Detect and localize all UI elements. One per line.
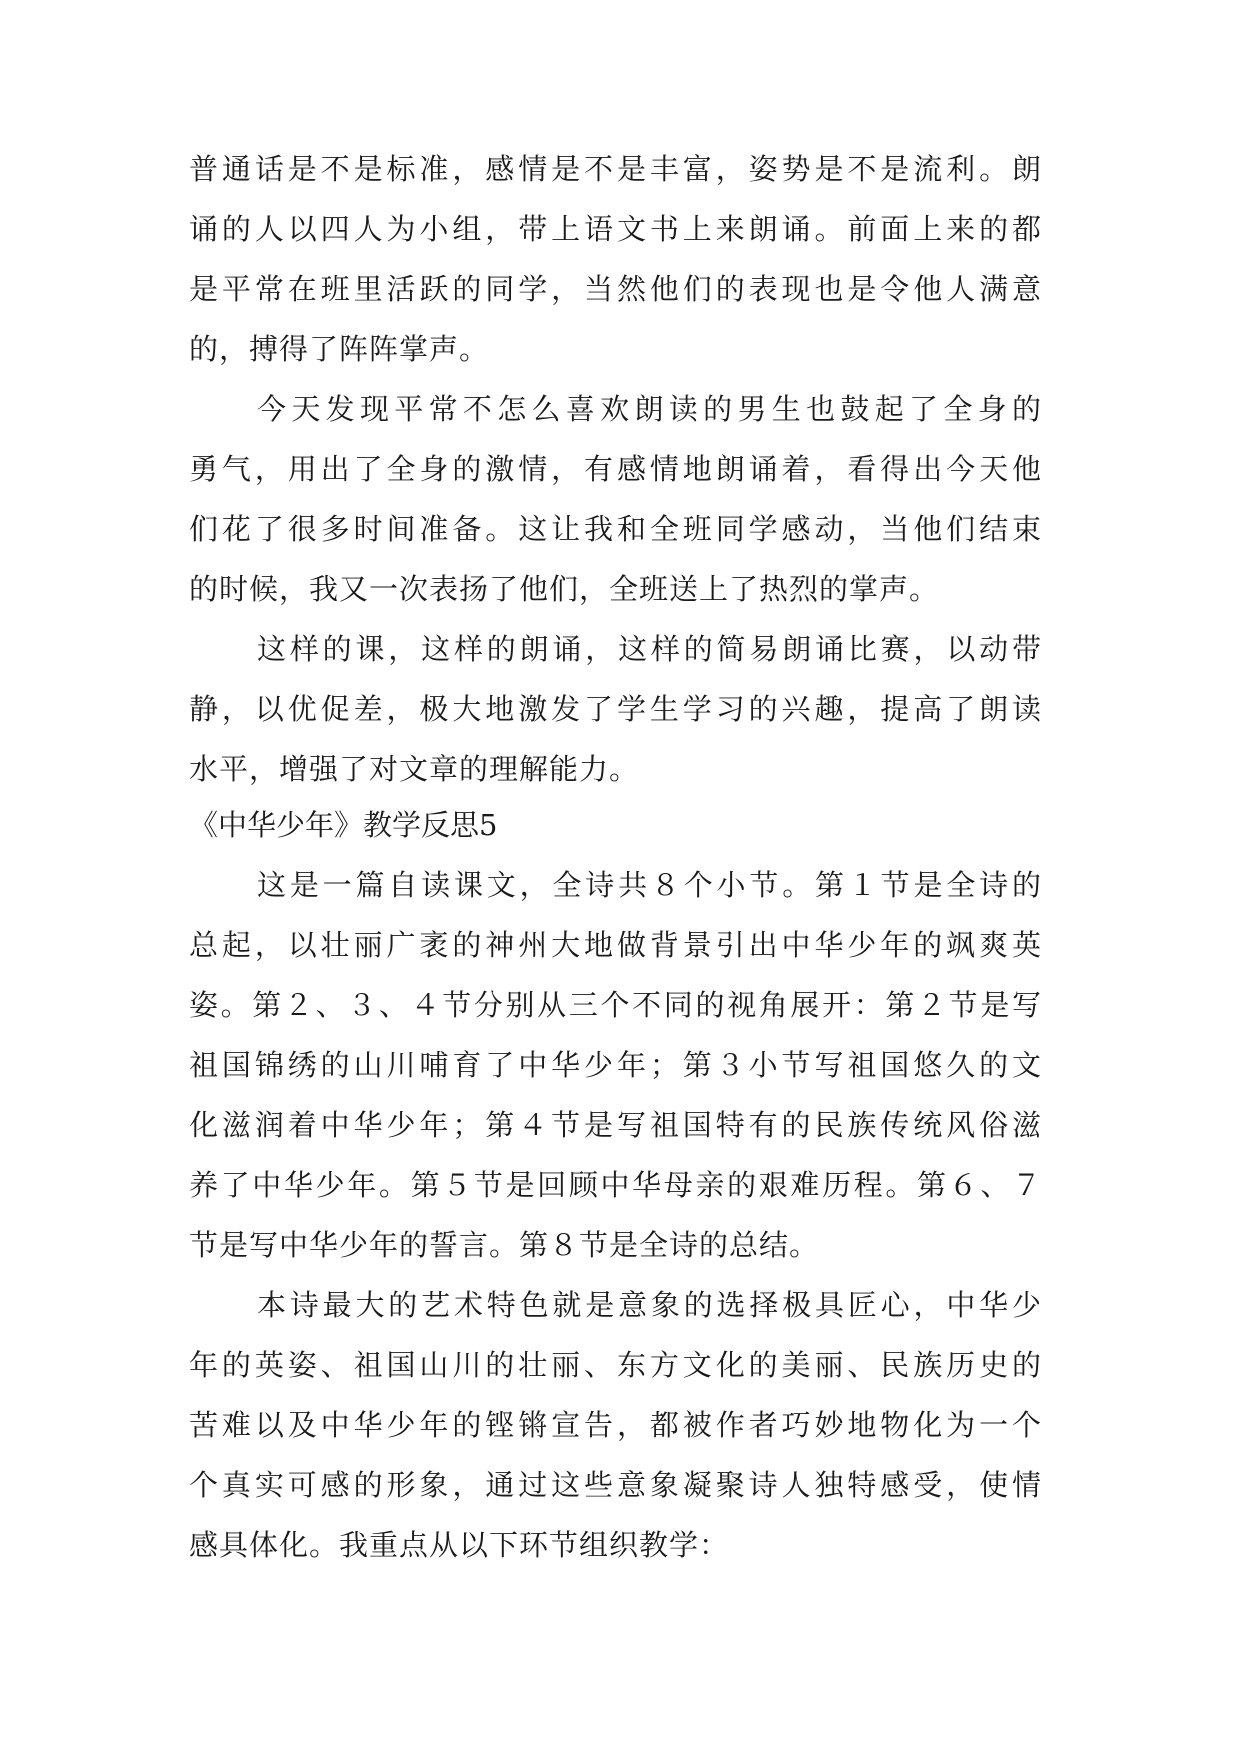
paragraph-line: 勇气，用出了全身的激情，有感情地朗诵着，看得出今天他 [189,452,1042,486]
paragraph-line: 苦难以及中华少年的铿锵宣告，都被作者巧妙地物化为一个 [189,1408,1042,1442]
paragraph-line: 祖国锦绣的山川哺育了中华少年；第３小节写祖国悠久的文 [189,1048,1042,1082]
paragraph-line: 养了中华少年。第５节是回顾中华母亲的艰难历程。第６、７ [189,1168,1042,1202]
paragraph-line: 是平常在班里活跃的同学，当然他们的表现也是令他人满意 [189,272,1042,306]
paragraph-line: 化滋润着中华少年；第４节是写祖国特有的民族传统风俗滋 [189,1108,1042,1142]
paragraph-line: 年的英姿、祖国山川的壮丽、东方文化的美丽、民族历史的 [189,1348,1042,1382]
paragraph-line: 诵的人以四人为小组，带上语文书上来朗诵。前面上来的都 [189,212,1042,246]
paragraph-line: 总起，以壮丽广袤的神州大地做背景引出中华少年的飒爽英 [189,928,1042,962]
paragraph-line: 水平，增强了对文章的理解能力。 [189,752,640,786]
paragraph-line: 的时候，我又一次表扬了他们，全班送上了热烈的掌声。 [189,572,940,606]
paragraph-line: 普通话是不是标准，感情是不是丰富，姿势是不是流利。朗 [189,152,1042,186]
section-heading: 《中华少年》教学反思5 [189,808,498,842]
paragraph-line: 的，搏得了阵阵掌声。 [189,332,490,366]
paragraph-line: 静，以优促差，极大地激发了学生学习的兴趣，提高了朗读 [189,692,1042,726]
paragraph-line: 本诗最大的艺术特色就是意象的选择极具匠心，中华少 [257,1288,1042,1322]
paragraph-line: 姿。第２、３、４节分别从三个不同的视角展开：第２节是写 [189,988,1042,1022]
paragraph-line: 今天发现平常不怎么喜欢朗读的男生也鼓起了全身的 [257,392,1042,426]
paragraph-line: 个真实可感的形象，通过这些意象凝聚诗人独特感受，使情 [189,1468,1042,1502]
paragraph-line: 这样的课，这样的朗诵，这样的简易朗诵比赛，以动带 [257,632,1042,666]
paragraph-line: 这是一篇自读课文，全诗共８个小节。第１节是全诗的 [257,868,1042,902]
paragraph-line: 节是写中华少年的誓言。第８节是全诗的总结。 [189,1228,820,1262]
paragraph-line: 们花了很多时间准备。这让我和全班同学感动，当他们结束 [189,512,1042,546]
paragraph-line: 感具体化。我重点从以下环节组织教学： [189,1528,730,1562]
